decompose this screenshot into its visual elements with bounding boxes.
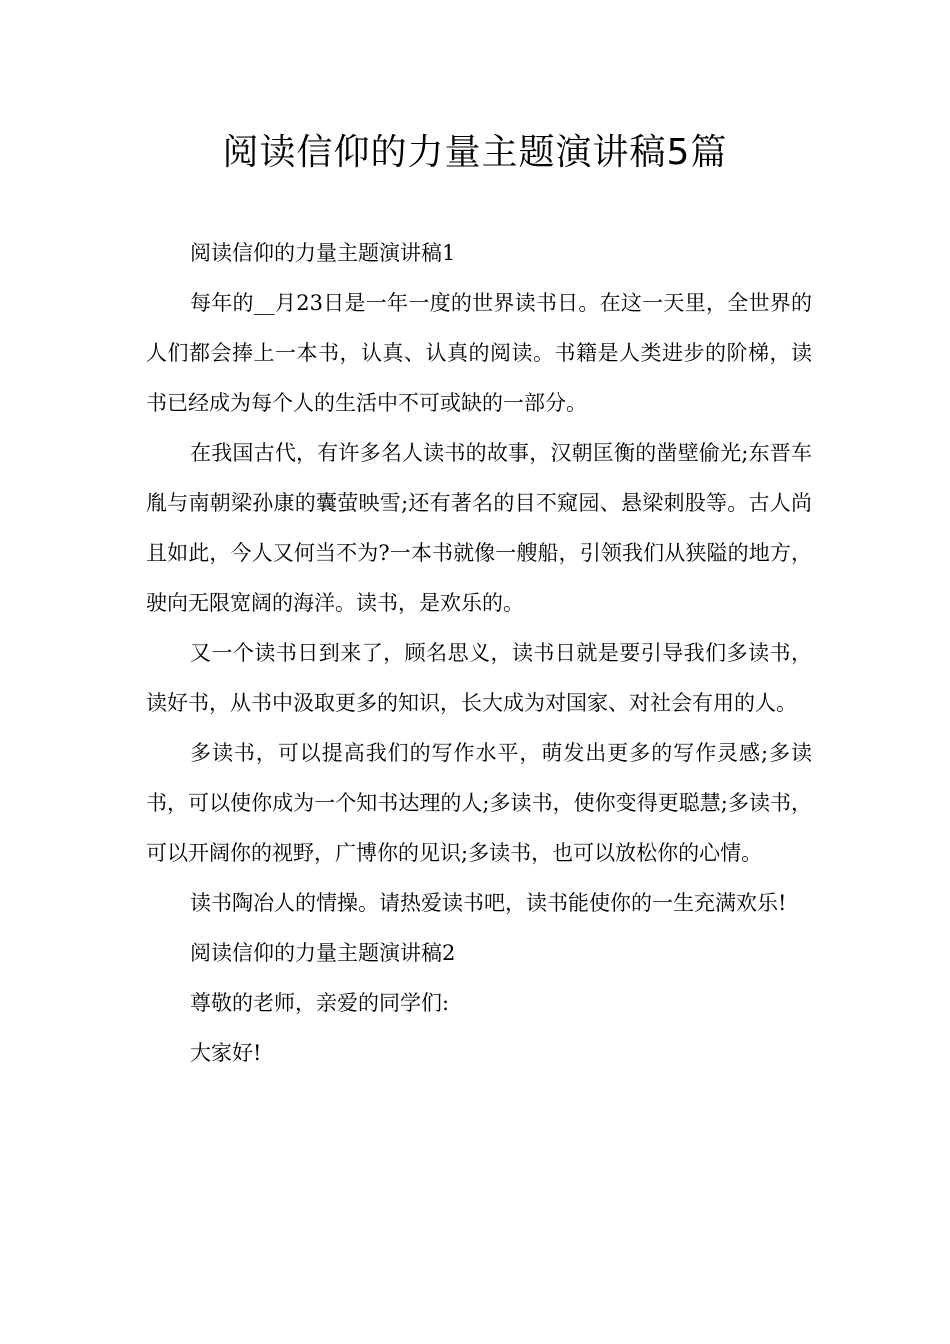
paragraph-greeting: 大家好! xyxy=(190,1041,262,1065)
paragraph-ancient-stories: 在我国古代，有许多名人读书的故事，汉朝匡衡的凿壁偷光;东晋车胤与南朝梁孙康的囊萤映雪;还有著名的目不窥园、悬梁刺股等。古人尚且如此，今人又何当不为?一本书就像一艘船，引领我们从狭隘的地方，驶向无限宽阔的海洋。读书，是欢乐的。 xyxy=(146,441,812,615)
paragraph-world-book-day: 每年的__月23日是一年一度的世界读书日。在这一天里，全世界的人们都会捧上一本书，认真、认真的阅读。书籍是人类进步的阶梯，读书已经成为每个人的生活中不可或缺的一部分。 xyxy=(146,291,812,415)
paragraph-book-day-purpose: 又一个读书日到来了，顾名思义，读书日就是要引导我们多读书，读好书，从书中汲取更多的知识，长大成为对国家、对社会有用的人。 xyxy=(146,641,812,715)
document-body xyxy=(146,228,812,1078)
paragraph-benefits-of-reading: 多读书，可以提高我们的写作水平，萌发出更多的写作灵感;多读书，可以使你成为一个知书达理的人;多读书，使你变得更聪慧;多读书，可以开阔你的视野，广博你的见识;多读书，也可以放松你的心情。 xyxy=(146,741,812,865)
paragraph-salutation: 尊敬的老师，亲爱的同学们: xyxy=(190,991,450,1015)
paragraph-closing: 读书陶冶人的情操。请热爱读书吧，读书能使你的一生充满欢乐! xyxy=(190,891,787,915)
section-heading-2: 阅读信仰的力量主题演讲稿2 xyxy=(190,941,456,965)
section-heading-1: 阅读信仰的力量主题演讲稿1 xyxy=(190,241,456,265)
document-title: 阅读信仰的力量主题演讲稿5篇 xyxy=(222,132,728,173)
